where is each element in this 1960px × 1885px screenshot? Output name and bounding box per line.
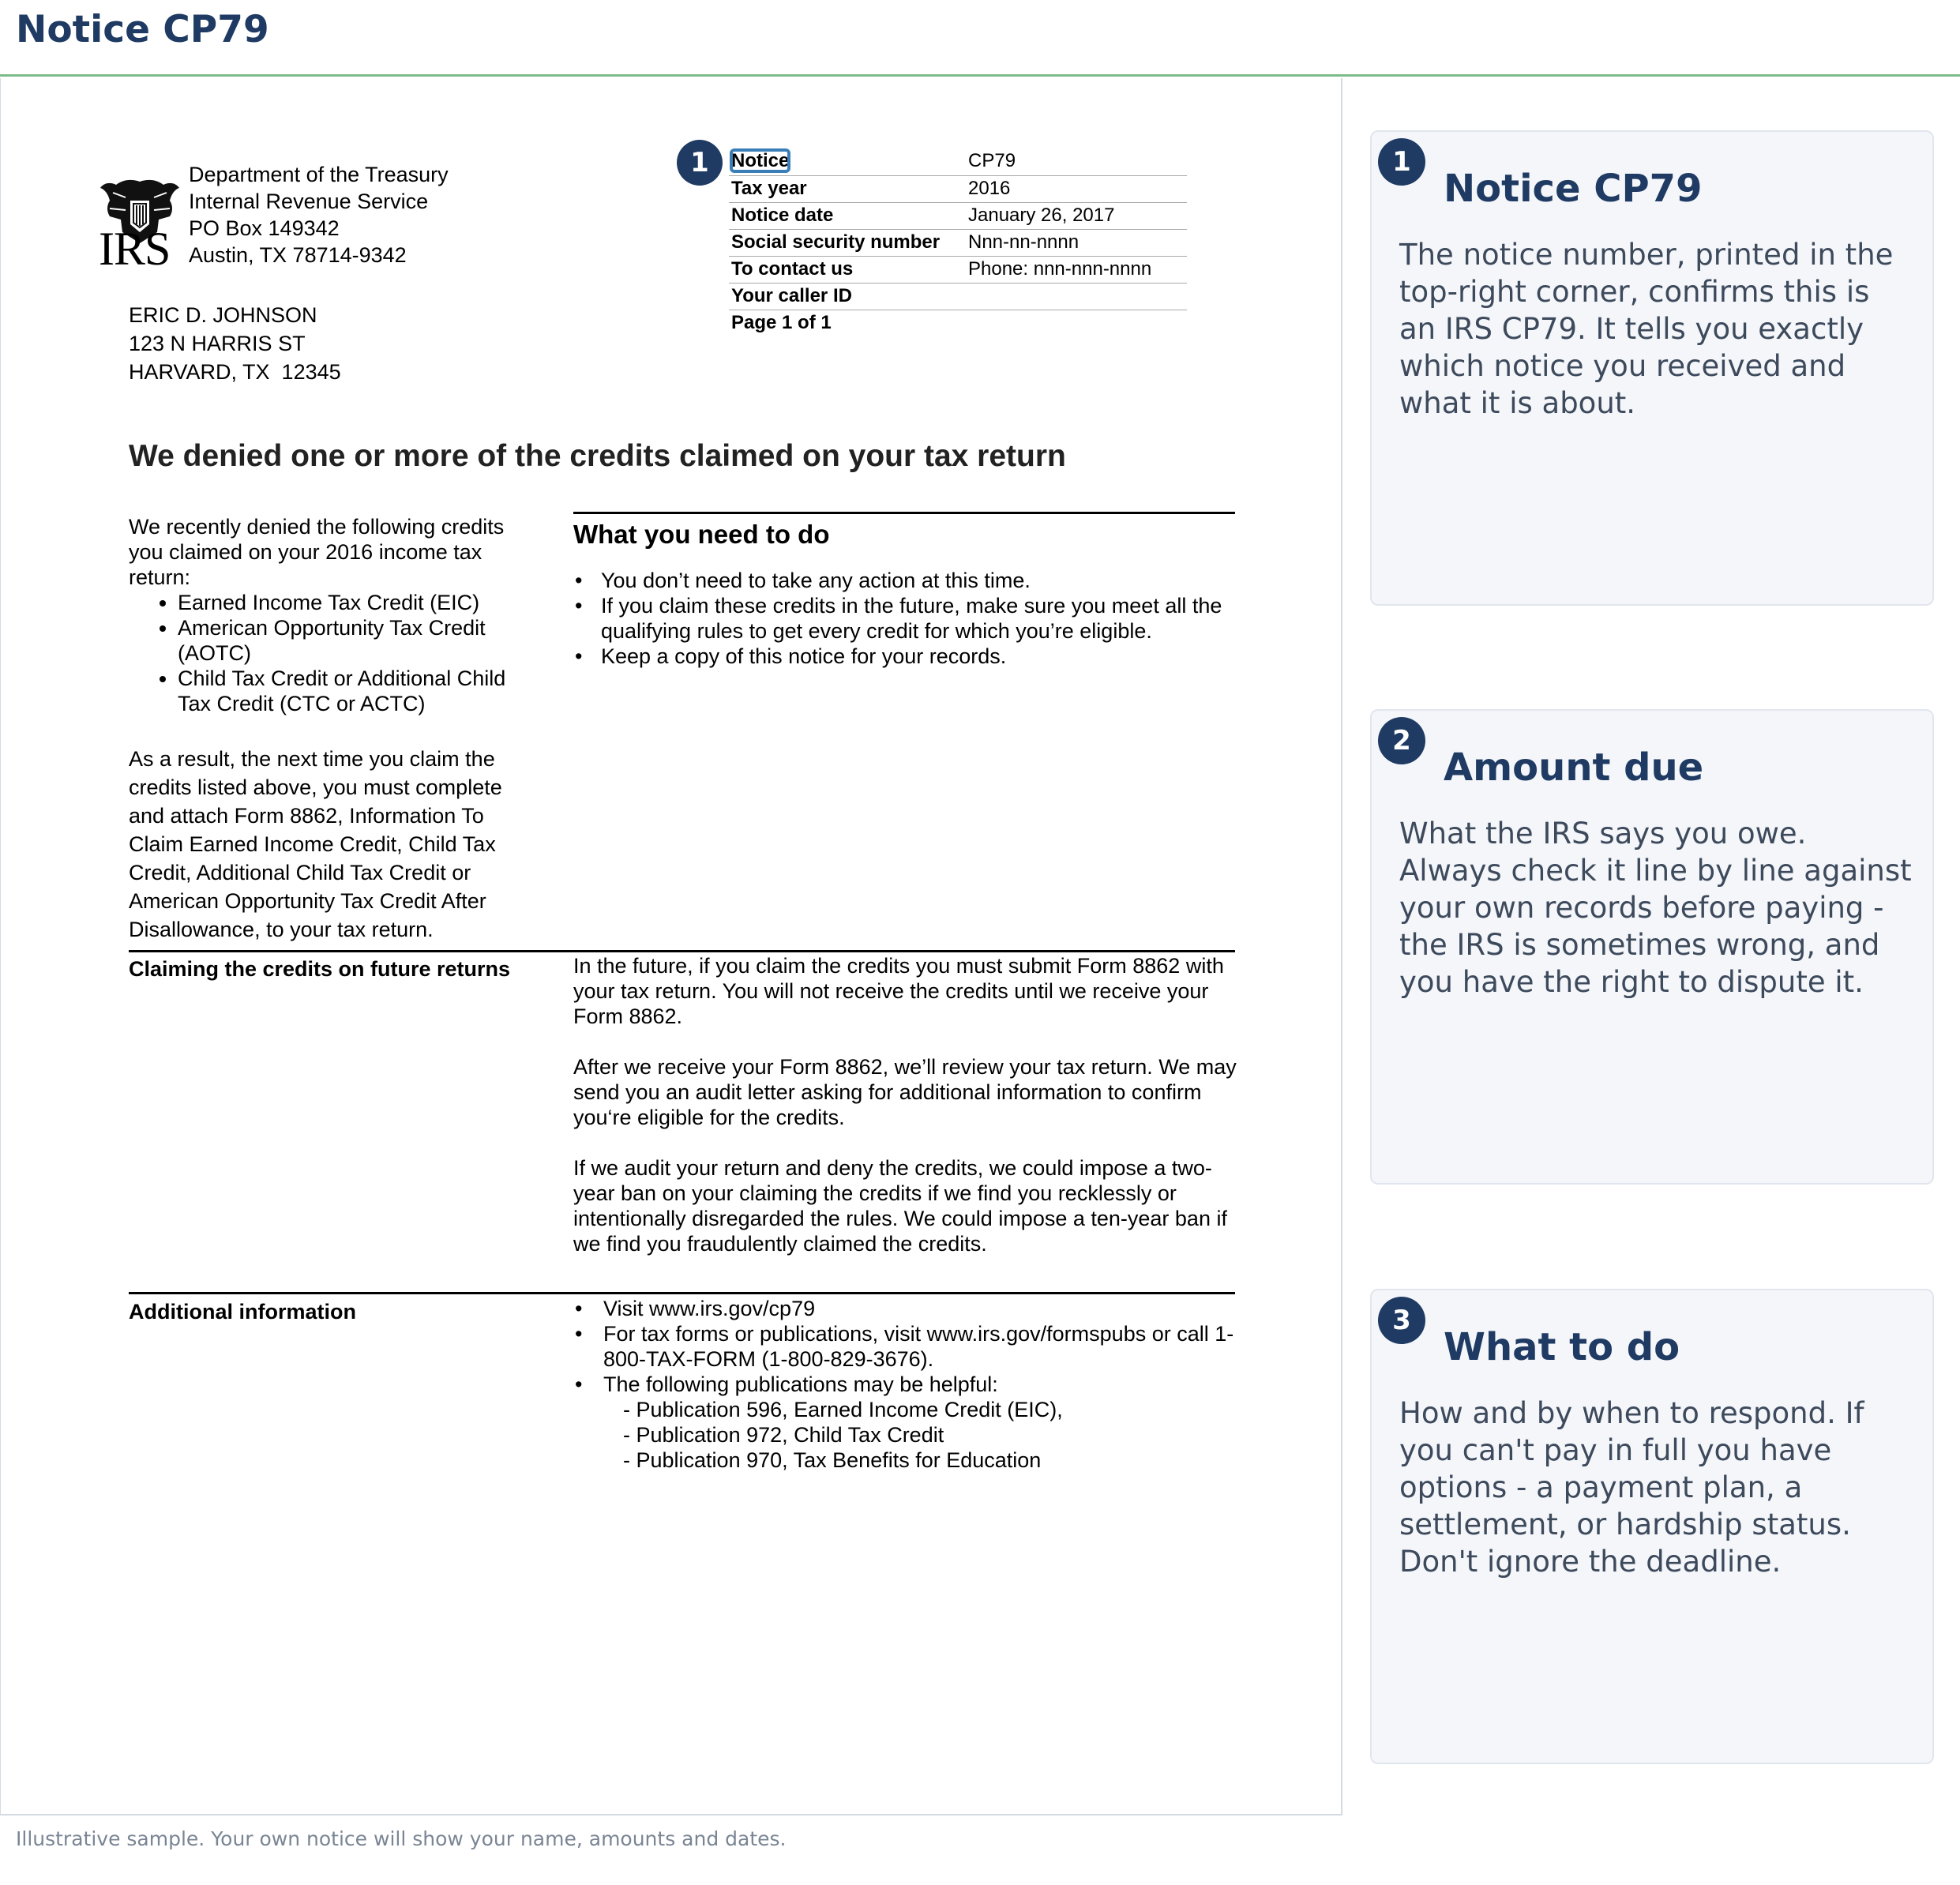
list-item: • American Opportunity Tax Credit (AOTC) [178,615,531,666]
info-value [966,283,1187,310]
card-body: What the IRS says you owe. Always check it line by line against your own records before paying - the IRS is sometimes wrong, and you have the right to dispute it. [1399,817,1912,999]
section-divider [129,1292,1235,1294]
annotation-card-1[interactable] [1370,130,1934,606]
table-row [729,202,1187,229]
sender-address [189,161,449,268]
table-row [729,229,1187,256]
card-number-badge: 2 [1378,717,1425,764]
info-label: To contact us [729,256,966,283]
info-value: Nnn-nn-nnnn [966,229,1187,256]
claiming-paragraph: In the future, if you claim the credits you must submit Form 8862 with your tax return. You will not receive the credits until we receive your Form 8862. [573,954,1224,1028]
list-item: • Keep a copy of this notice for your records. [573,644,1237,669]
recipient-line: ERIC D. JOHNSON [129,303,317,327]
list-item: • You don’t need to take any action at this time. [573,568,1237,593]
credits-list [178,590,531,716]
table-row [729,283,1187,310]
header-divider [0,74,1960,77]
claiming-section-label: Claiming the credits on future returns [129,957,511,981]
info-value: January 26, 2017 [966,202,1187,229]
recipient-address [129,301,341,386]
table-row [729,256,1187,283]
card-title: Notice CP79 [1444,167,1703,211]
additional-info-label: Additional information [129,1300,356,1324]
card-body: How and by when to respond. If you can't pay in full you have options - a payment plan, a settlement, or hardship status. Don't ignore the deadline. [1399,1396,1864,1579]
card-number-badge: 1 [1378,138,1425,186]
section-divider [129,950,1235,952]
info-label: Your caller ID [729,283,966,310]
notice-headline: We denied one or more of the credits claimed on your tax return [129,439,1066,473]
sender-line: Department of the Treasury [189,163,449,186]
claiming-paragraph: If we audit your return and deny the credits, we could impose a two-year ban on your claiming the credits if we find you recklessly or intentionally disregarded the rules. We could impose a ten-year ban if we find you fraudulently claimed the credits. [573,1156,1227,1256]
notice-document [0,78,1342,1816]
info-value: Phone: nnn-nnn-nnnn [966,256,1187,283]
intro-text: We recently denied the following credits you claimed on your 2016 income tax return: [129,515,505,589]
list-item: • For tax forms or publications, visit www.irs.gov/formspubs or call 1-800-TAX-FORM (1-800-829-3676). [573,1321,1237,1372]
list-item: • Child Tax Credit or Additional Child Tax Credit (CTC or ACTC) [178,666,531,716]
list-item: • If you claim these credits in the future, make sure you meet all the qualifying rules to get every credit for which you’re eligible. [573,593,1237,644]
irs-wordmark: IRS [99,223,171,275]
recipient-line: 123 N HARRIS ST [129,332,306,355]
card-body: The notice number, printed in the top-right corner, confirms this is an IRS CP79. It tells you exactly which notice you received and what it is about. [1399,238,1894,420]
annotation-card-3[interactable] [1370,1289,1934,1764]
footer-disclaimer: Illustrative sample. Your own notice will show your name, amounts and dates. [16,1827,787,1850]
notice-highlight-box[interactable]: Notice [731,150,790,172]
claiming-section-body [573,953,1237,1282]
annotation-marker-1[interactable]: 1 [677,140,723,186]
info-label: Social security number [729,229,966,256]
info-label: Page 1 of 1 [731,311,832,333]
list-item: • Visit www.irs.gov/cp79 [573,1296,1237,1321]
info-value: CP79 [966,148,1187,175]
table-row [729,175,1187,202]
publication-item: - Publication 596, Earned Income Credit (EIC), [623,1398,1063,1421]
info-label: Notice date [729,202,966,229]
card-number-badge: 3 [1378,1297,1425,1344]
todo-heading: What you need to do [573,520,830,549]
info-label [729,148,966,175]
page-title: Notice CP79 [16,8,269,51]
recipient-line: HARVARD, TX 12345 [129,360,341,384]
sender-line: Internal Revenue Service [189,190,429,213]
notice-info-table [729,148,1187,336]
table-row [729,148,1187,175]
additional-info-list [573,1296,1237,1473]
todo-list [573,568,1237,669]
sender-line: PO Box 149342 [189,216,340,240]
card-title: What to do [1444,1325,1680,1369]
publication-item: - Publication 972, Child Tax Credit [623,1423,944,1447]
card-title: Amount due [1444,745,1704,790]
list-item: • The following publications may be helpful: [573,1372,1237,1397]
info-value: 2016 [966,175,1187,202]
annotation-card-2[interactable] [1370,709,1934,1185]
table-row [729,310,1187,336]
result-text: As a result, the next time you claim the credits listed above, you must complete and attach Form 8862, Information To Claim Earned Income Credit, Child Tax Credit, Additional Child Tax Credit or American Opportunity Tax Credit After Disallowance, to your tax return. [129,747,502,941]
sender-line: Austin, TX 78714-9342 [189,243,407,267]
publication-item: - Publication 970, Tax Benefits for Education [623,1448,1042,1472]
claiming-paragraph: After we receive your Form 8862, we’ll review your tax return. We may send you an audit letter asking for additional information to confirm you‘re eligible for the credits. [573,1055,1237,1129]
info-label: Tax year [729,175,966,202]
section-divider [573,512,1235,514]
info-value [966,310,1187,336]
denied-credits-section [129,514,531,944]
list-item: • Earned Income Tax Credit (EIC) [178,590,531,615]
